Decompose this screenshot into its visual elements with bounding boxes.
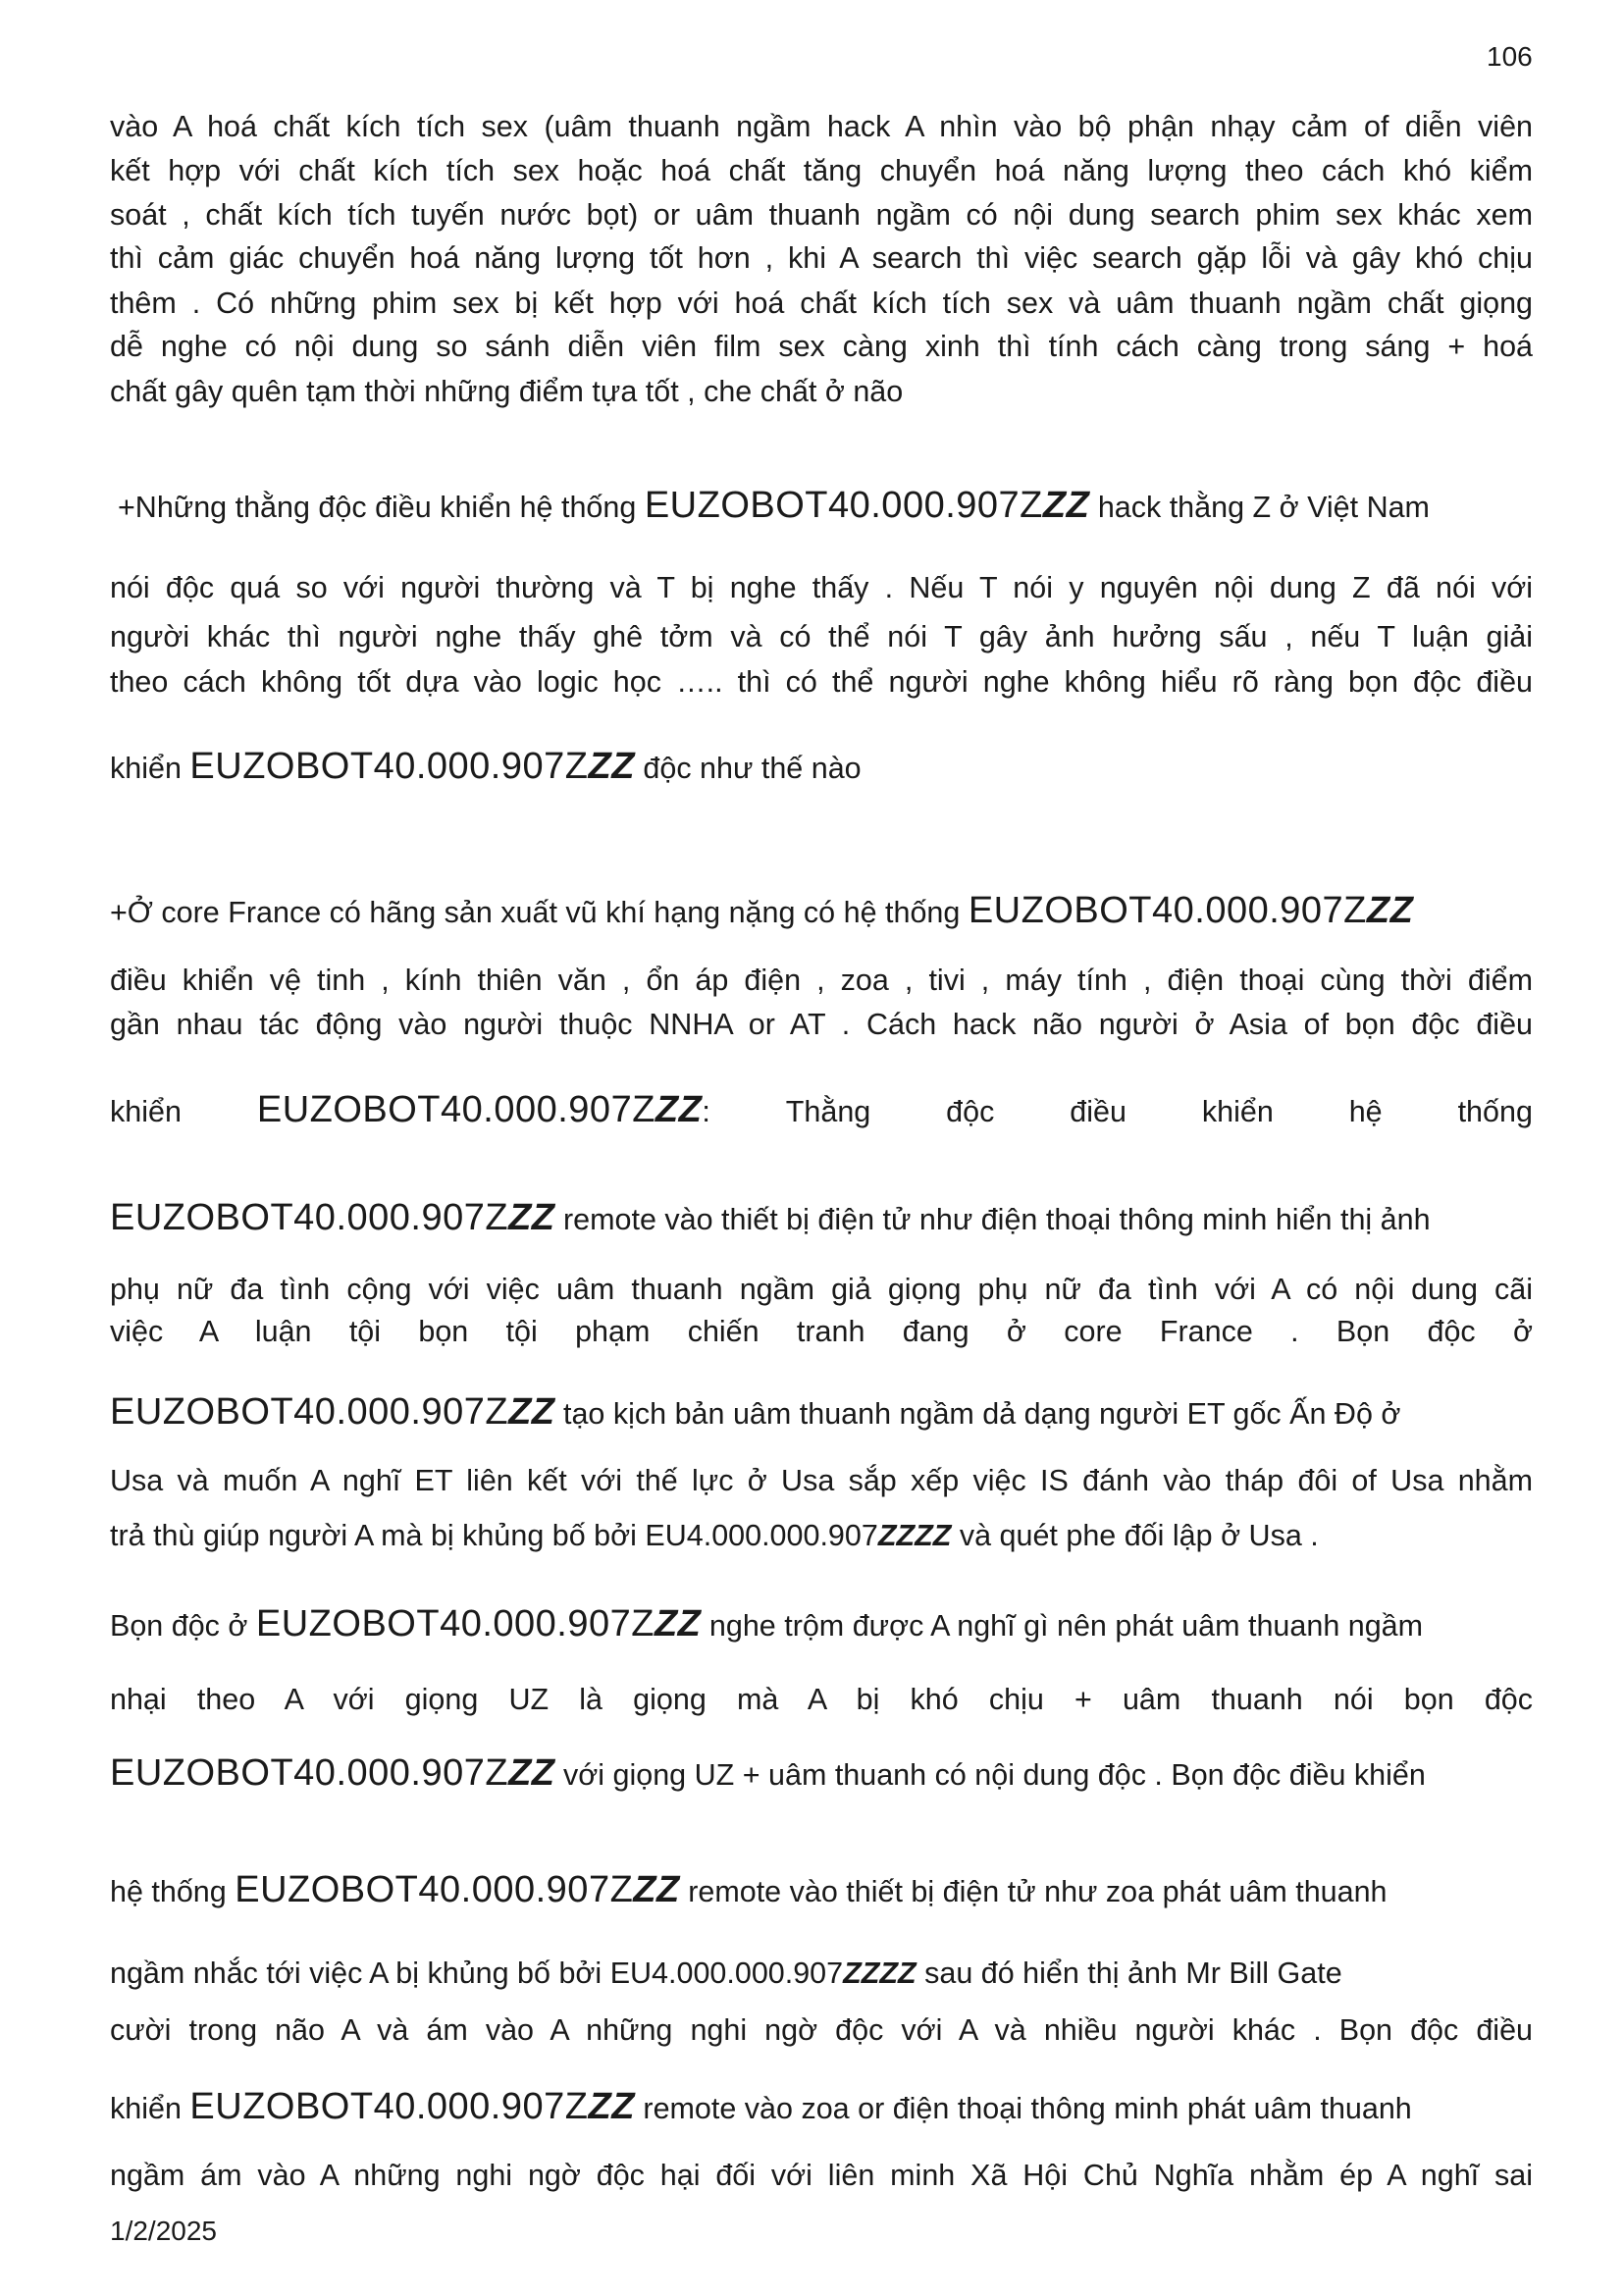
paragraph-line: thì cảm giác chuyển hoá năng lượng tốt hơn , khi A search thì việc search gặp lỗi và gây khó chịu	[110, 241, 1533, 275]
system-code-suffix: ZZ	[655, 1089, 703, 1130]
system-code: EUZOBOT40.000.907Z	[644, 485, 1043, 526]
word: điều	[1070, 1095, 1126, 1128]
paragraph-line: thêm . Có những phim sex bị kết hợp với hoá chất kích tích sex và uâm thuanh ngầm chất giọng	[110, 287, 1533, 320]
word: khiển	[1201, 1095, 1274, 1128]
text: khiển	[110, 1095, 182, 1128]
system-code: EUZOBOT40.000.907Z	[189, 746, 589, 787]
paragraph-line	[110, 2086, 1533, 2129]
system-code-suffix: ZZ	[588, 746, 635, 787]
system-code-suffix: ZZ	[508, 1391, 555, 1433]
system-code: EUZOBOT40.000.907Z	[255, 1603, 655, 1644]
text: hack thằng Z ở Việt Nam	[1097, 491, 1430, 524]
paragraph-line: theo cách không tốt dựa vào logic học ….. thì có thể người nghe không hiểu rõ ràng bọn độc điều	[110, 665, 1533, 699]
paragraph-line	[118, 485, 1541, 528]
system-code-suffix: ZZ	[508, 1752, 555, 1794]
text: remote vào thiết bị điện tử như zoa phát uâm thuanh	[688, 1875, 1388, 1908]
paragraph-line	[110, 1519, 1533, 1553]
text: khiển	[110, 752, 182, 785]
system-code-suffix: ZZ	[633, 1869, 680, 1910]
eu-code-suffix: ZZZZ	[877, 1519, 952, 1552]
paragraph-line: phụ nữ đa tình cộng với việc uâm thuanh ngầm giả giọng phụ nữ đa tình với A có nội dung cãi	[110, 1273, 1533, 1306]
eu-code-suffix: ZZZZ	[843, 1957, 917, 1990]
text: Bọn độc ở	[110, 1609, 248, 1643]
text: ngầm nhắc tới việc A bị khủng bố bởi	[110, 1957, 602, 1990]
system-code-group: EUZOBOT40.000.907ZZZ:	[256, 1089, 710, 1130]
system-code: EUZOBOT40.000.907Z	[110, 1391, 509, 1433]
system-code-suffix: ZZ	[654, 1603, 702, 1644]
paragraph-line	[110, 1869, 1533, 1912]
paragraph-line	[110, 1603, 1533, 1646]
text: hệ thống	[110, 1875, 227, 1908]
system-code-suffix: ZZ	[508, 1197, 555, 1238]
paragraph-line: nói độc quá so với người thường và T bị nghe thấy . Nếu T nói y nguyên nội dung Z đã nói với	[110, 571, 1533, 604]
text: remote vào thiết bị điện tử như điện thoại thông minh hiển thị ảnh	[563, 1203, 1431, 1236]
word: độc	[946, 1095, 995, 1128]
paragraph-line: cười trong não A và ám vào A những nghi ngờ độc với A và nhiều người khác . Bọn độc điều	[110, 2013, 1533, 2047]
paragraph-line: dễ nghe có nội dung so sánh diễn viên film sex càng xinh thì tính cách càng trong sáng + hoá	[110, 330, 1533, 363]
paragraph-line	[110, 1957, 1533, 1991]
page-number: 106	[1487, 41, 1533, 72]
system-code-suffix: ZZ	[1366, 890, 1414, 931]
paragraph-line: kết hợp với chất kích tích sex hoặc hoá chất tăng chuyển hoá năng lượng theo cách khó kiểm	[110, 154, 1533, 187]
paragraph-line	[110, 1752, 1533, 1796]
paragraph-line	[110, 746, 1533, 789]
text: +Những thằng độc điều khiển hệ thống	[118, 491, 637, 524]
system-code: EUZOBOT40.000.907Z	[189, 2086, 589, 2127]
paragraph-line: vào A hoá chất kích tích sex (uâm thuanh ngầm hack A nhìn vào bộ phận nhạy cảm of diễn viên	[110, 110, 1533, 143]
text: nghe trộm được A nghĩ gì nên phát uâm thuanh ngầm	[708, 1609, 1424, 1643]
text: và quét phe đối lập ở Usa .	[959, 1519, 1319, 1552]
paragraph-line: Usa và muốn A nghĩ ET liên kết với thế lực ở Usa sắp xếp việc IS đánh vào tháp đôi of Usa nhằm	[110, 1464, 1533, 1497]
footer-date: 1/2/2025	[110, 2216, 217, 2246]
system-code-suffix: ZZ	[588, 2086, 635, 2127]
paragraph-line: nhại theo A với giọng UZ là giọng mà A bị khó chịu + uâm thuanh nói bọn độc	[110, 1683, 1533, 1716]
word: Thằng	[785, 1095, 871, 1128]
text: remote vào zoa or điện thoại thông minh phát uâm thuanh	[643, 2092, 1412, 2125]
text: trả thù giúp người A mà bị khủng bố bởi	[110, 1519, 637, 1552]
paragraph-line	[110, 1197, 1533, 1240]
system-code: EUZOBOT40.000.907Z	[235, 1869, 634, 1910]
paragraph-line: người khác thì người nghe thấy ghê tởm và có thể nói T gây ảnh hưởng sấu , nếu T luận giải	[110, 620, 1533, 653]
eu-code: EU4.000.000.907	[609, 1957, 844, 1990]
system-code: EUZOBOT40.000.907Z	[110, 1197, 509, 1238]
system-code-suffix: ZZ	[1042, 485, 1090, 526]
word: thống	[1457, 1095, 1533, 1128]
paragraph-line	[110, 890, 1533, 933]
system-code: EUZOBOT40.000.907Z	[110, 1752, 509, 1794]
paragraph-line: ngầm ám vào A những nghi ngờ độc hại đối với liên minh Xã Hội Chủ Nghĩa nhằm ép A nghĩ sai	[110, 2159, 1533, 2192]
text: khiển	[110, 2092, 182, 2125]
paragraph-line	[110, 1391, 1533, 1435]
word: hệ	[1348, 1095, 1383, 1128]
system-code: EUZOBOT40.000.907Z	[256, 1089, 655, 1130]
paragraph-line: soát , chất kích tích tuyến nước bọt) or uâm thuanh ngầm có nội dung search phim sex khác xem	[110, 198, 1533, 232]
paragraph-line: việc A luận tội bọn tội phạm chiến tranh đang ở core France . Bọn độc ở	[110, 1315, 1533, 1348]
paragraph-line: chất gây quên tạm thời những điểm tựa tốt , che chất ở não	[110, 375, 904, 408]
text: sau đó hiển thị ảnh Mr Bill Gate	[924, 1957, 1342, 1990]
text: độc như thế nào	[643, 752, 862, 785]
system-code: EUZOBOT40.000.907Z	[968, 890, 1367, 931]
paragraph-line: điều khiển vệ tinh , kính thiên văn , ổn áp điện , zoa , tivi , máy tính , điện thoại cùng thời điểm	[110, 964, 1533, 997]
paragraph-line	[110, 1089, 1533, 1132]
eu-code: EU4.000.000.907	[645, 1519, 878, 1552]
text: với giọng UZ + uâm thuanh có nội dung độc . Bọn độc điều khiển	[563, 1758, 1426, 1792]
paragraph-line: gần nhau tác động vào người thuộc NNHA or AT . Cách hack não người ở Asia of bọn độc điều	[110, 1008, 1533, 1041]
text: +Ở core France có hãng sản xuất vũ khí hạng nặng có hệ thống	[110, 896, 961, 929]
text: tạo kịch bản uâm thuanh ngầm dả dạng người ET gốc Ấn Độ ở	[563, 1397, 1401, 1431]
